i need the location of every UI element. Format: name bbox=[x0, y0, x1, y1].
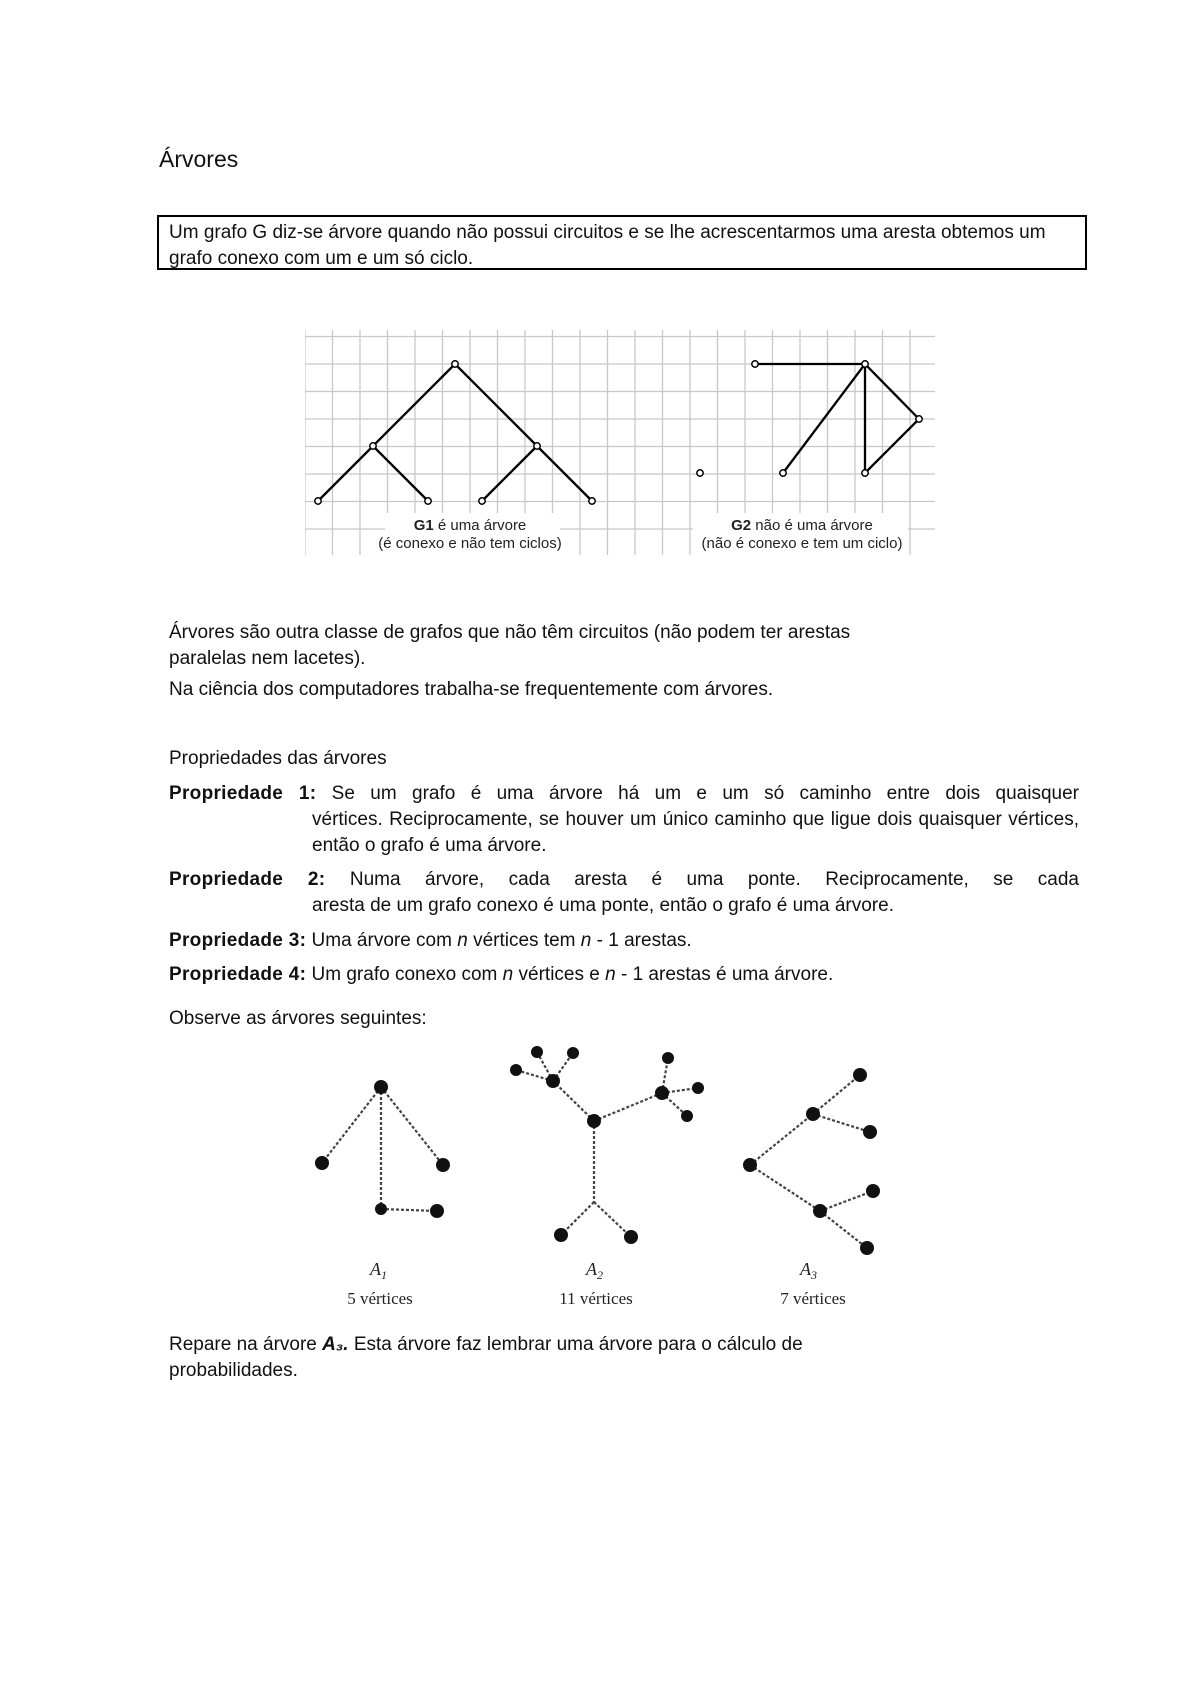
a2-vertex-count: 11 vértices bbox=[559, 1289, 633, 1308]
intro-line-2: paralelas nem lacetes). bbox=[169, 648, 366, 669]
a1-vertices bbox=[315, 1080, 450, 1218]
g1-caption-detail: (é conexo e não tem ciclos) bbox=[378, 535, 562, 552]
observe-text: Observe as árvores seguintes: bbox=[169, 1008, 427, 1029]
page-title: Árvores bbox=[159, 146, 239, 172]
intro-line-1: Árvores são outra classe de grafos que não têm circuitos (não podem ter arestas bbox=[169, 622, 851, 643]
a1-label: $A_1$ bbox=[370, 1259, 387, 1282]
a3-edges bbox=[750, 1075, 873, 1248]
property-1 bbox=[169, 781, 1079, 859]
property-3: Propriedade 3: Uma árvore com n vértices tem n - 1 arestas. bbox=[169, 930, 692, 951]
closing-line-1: Repare na árvore A₃. Esta árvore faz lembrar uma árvore para o cálculo de bbox=[169, 1334, 803, 1355]
graph-figure-g1-g2 bbox=[305, 330, 935, 560]
trees-figure-a1-a2-a3 bbox=[300, 1030, 920, 1315]
closing-line-2: probabilidades. bbox=[169, 1360, 298, 1381]
g2-caption: G2 não é uma árvore bbox=[731, 517, 873, 534]
properties-heading: Propriedades das árvores bbox=[169, 748, 387, 769]
g1-caption: G1 é uma árvore bbox=[413, 517, 527, 534]
property-1-text: Se um grafo é uma árvore há um e um só caminho entre dois quaisquer bbox=[316, 783, 1079, 804]
property-2-label: Propriedade 2: bbox=[169, 869, 326, 890]
property-2-text: Numa árvore, cada aresta é uma ponte. Reciprocamente, se cada bbox=[325, 869, 1079, 890]
intro-line-3: Na ciência dos computadores trabalha-se frequentemente com árvores. bbox=[169, 679, 774, 700]
definition-box: Um grafo G diz-se árvore quando não possui circuitos e se lhe acrescentarmos uma aresta obtemos um grafo conexo com um e um só ciclo. bbox=[157, 215, 1087, 270]
property-4-label: Propriedade 4: bbox=[169, 964, 307, 985]
a3-label: $A_3$ bbox=[800, 1259, 817, 1282]
property-2-continuation: aresta de um grafo conexo é uma ponte, então o grafo é uma árvore. bbox=[312, 895, 894, 916]
property-4: Propriedade 4: Um grafo conexo com n vértices e n - 1 arestas é uma árvore. bbox=[169, 964, 834, 985]
property-2 bbox=[169, 867, 1079, 919]
g1-edges bbox=[318, 364, 592, 501]
property-1-label: Propriedade 1: bbox=[169, 783, 317, 804]
property-3-label: Propriedade 3: bbox=[169, 930, 307, 951]
a1-vertex-count: 5 vértices bbox=[347, 1289, 413, 1308]
a2-edges bbox=[516, 1052, 698, 1237]
g2-caption-detail: (não é conexo e tem um ciclo) bbox=[701, 535, 903, 552]
a3-vertices bbox=[743, 1068, 880, 1255]
property-1-continuation: vértices. Reciprocamente, se houver um único caminho que ligue dois quaisquer vértices, então o grafo é uma árvore. bbox=[312, 809, 1079, 856]
a1-edges bbox=[322, 1087, 443, 1211]
a2-label: $A_2$ bbox=[586, 1259, 603, 1282]
a3-vertex-count: 7 vértices bbox=[780, 1289, 846, 1308]
